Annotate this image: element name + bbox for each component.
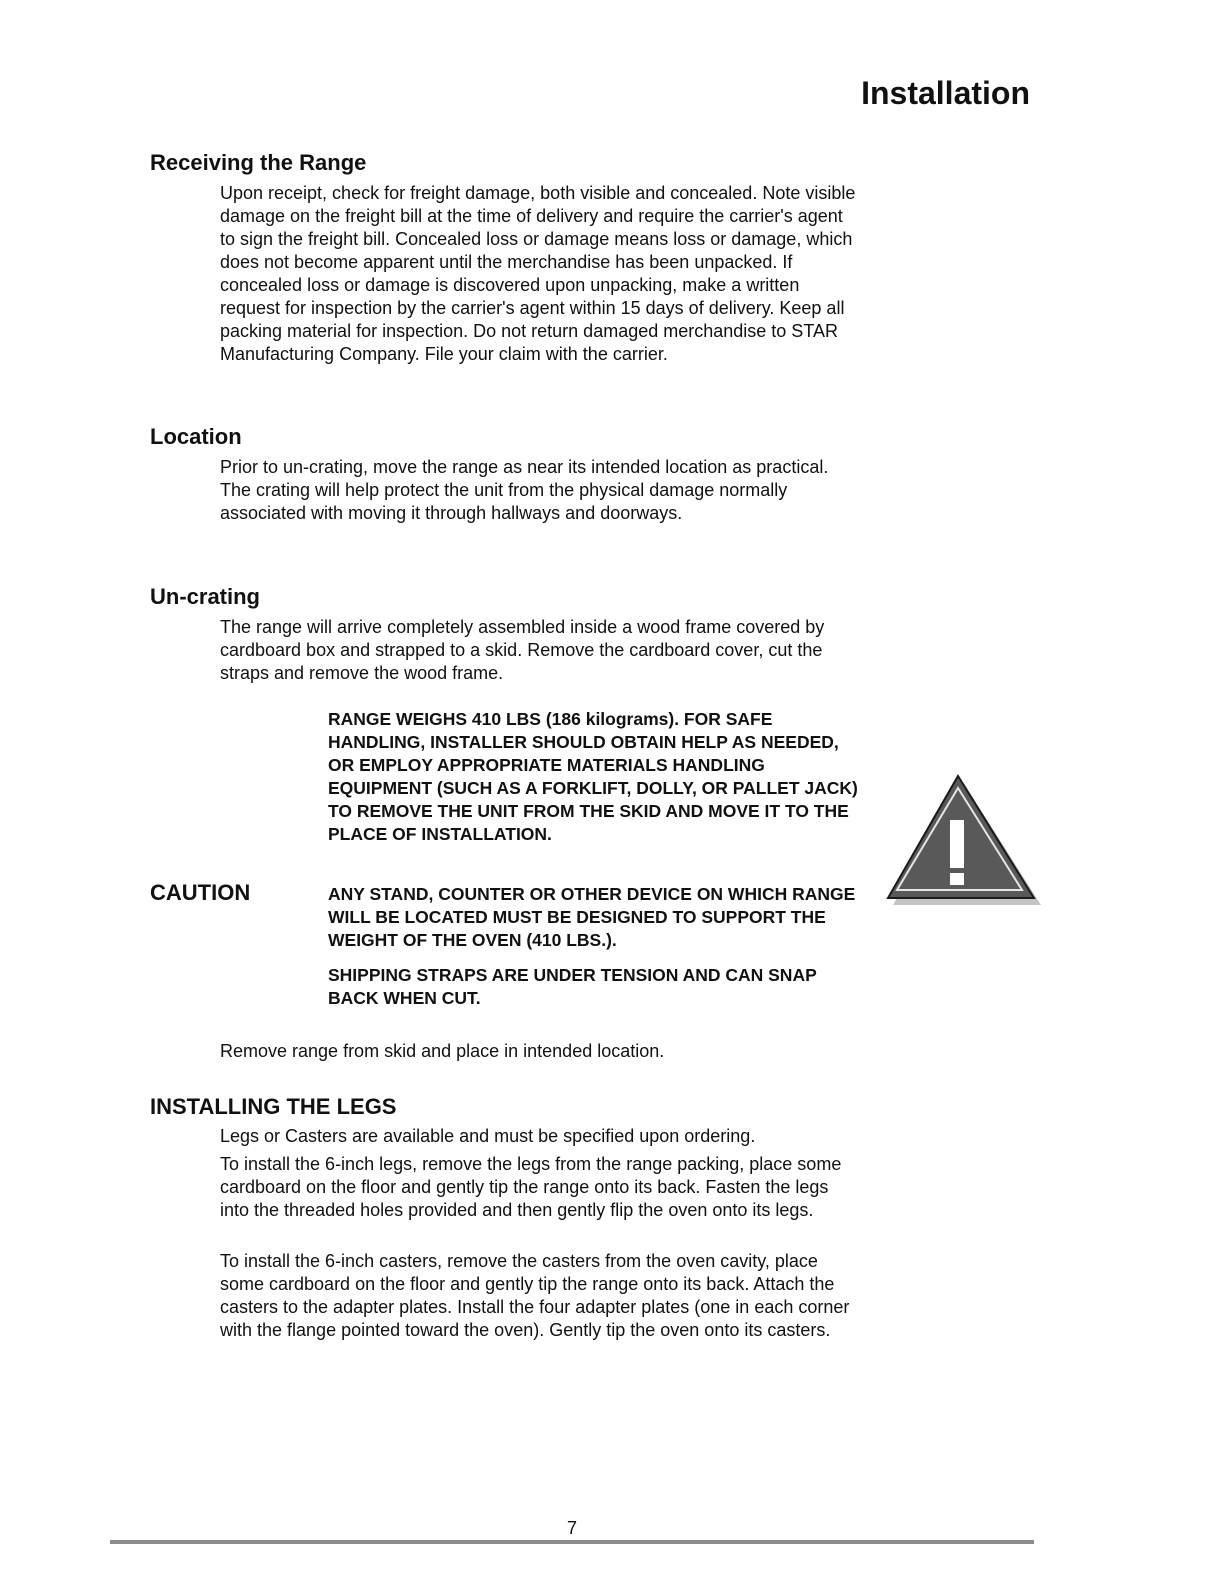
- remove-range-paragraph: Remove range from skid and place in intended location.: [220, 1041, 665, 1061]
- location-paragraph: Prior to un-crating, move the range as near its intended location as practical. The crating will help protect the unit from the physical damage normally associated with moving it through hallways and doorways.: [220, 457, 829, 523]
- caution-warning-straps: SHIPPING STRAPS ARE UNDER TENSION AND CAN SNAP BACK WHEN CUT.: [328, 965, 817, 1008]
- section-heading-installing-legs: INSTALLING THE LEGS: [150, 1094, 397, 1119]
- caution-label: CAUTION: [150, 880, 251, 905]
- page-title: Installation: [861, 75, 1030, 111]
- caution-warning-support: ANY STAND, COUNTER OR OTHER DEVICE ON WHICH RANGE WILL BE LOCATED MUST BE DESIGNED TO SUPPORT THE WEIGHT OF THE OVEN (410 LBS.).: [328, 884, 856, 950]
- legs-paragraph-availability: Legs or Casters are available and must be specified upon ordering.: [220, 1126, 756, 1146]
- section-heading-location: Location: [150, 424, 242, 449]
- legs-paragraph-install-casters: To install the 6-inch casters, remove the casters from the oven cavity, place some cardboard on the floor and gently tip the range onto its back. Attach the casters to the adapter plates. Install the four adapter plates (one in each corner with the flange pointed toward the oven). Gently tip the oven onto its casters.: [220, 1251, 850, 1340]
- warning-triangle-icon: [884, 772, 1046, 908]
- legs-paragraph-install-legs: To install the 6-inch legs, remove the legs from the range packing, place some cardboard on the floor and gently tip the range onto its back. Fasten the legs into the threaded holes provided and then gently flip the oven onto its legs.: [220, 1154, 842, 1220]
- caution-warning-weight: RANGE WEIGHS 410 LBS (186 kilograms). FOR SAFE HANDLING, INSTALLER SHOULD OBTAIN HELP AS NEEDED, OR EMPLOY APPROPRIATE MATERIALS HANDLING EQUIPMENT (SUCH AS A FORKLIFT, DOLLY, OR PALLET JACK) TO REMOVE THE UNIT FROM THE SKID AND MOVE IT TO THE PLACE OF INSTALLATION.: [328, 709, 858, 844]
- footer-rule: [110, 1540, 1034, 1544]
- receiving-paragraph: Upon receipt, check for freight damage, both visible and concealed. Note visible damage on the freight bill at the time of delivery and require the carrier's agent to sign the freight bill. Concealed loss or damage means loss or damage, which does not become apparent until the merchandise has been unpacked. If concealed loss or damage is discovered upon unpacking, make a written request for inspection by the carrier's agent within 15 days of delivery. Keep all packing material for inspection. Do not return damaged merchandise to STAR Manufacturing Company. File your claim with the carrier.: [220, 183, 856, 364]
- section-heading-receiving: Receiving the Range: [150, 150, 367, 175]
- uncrating-paragraph: The range will arrive completely assembled inside a wood frame covered by cardboard box and strapped to a skid. Remove the cardboard cover, cut the straps and remove the wood frame.: [220, 617, 825, 683]
- section-heading-uncrating: Un-crating: [150, 584, 260, 609]
- page-number: 7: [566, 1518, 577, 1538]
